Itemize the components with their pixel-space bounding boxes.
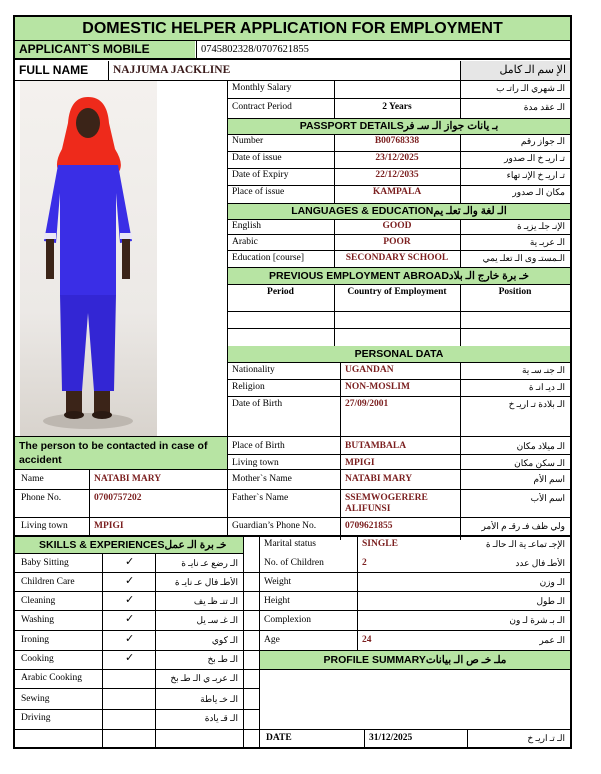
skill-cleaning-check: ✓ (125, 593, 135, 606)
skill-ironing: Ironing (21, 635, 49, 645)
passport-expiry-label: Date of Expiry (232, 170, 289, 180)
contract-value: 2 Years (382, 102, 412, 112)
date-value: 31/12/2025 (369, 733, 413, 743)
complexion-label: Complexion (264, 615, 311, 625)
skill-ironing-check: ✓ (125, 632, 135, 645)
date-label: DATE (266, 733, 292, 743)
weight-label: Weight (264, 577, 292, 587)
mother-ar: اسم الأم (533, 474, 565, 484)
skill-driving-ar: الـ قـ يادة (204, 713, 238, 723)
pob-value: BUTAMBALA (345, 441, 407, 451)
children-ar: الأطـ فال عدد (515, 558, 565, 568)
skill-cleaning: Cleaning (21, 596, 56, 606)
contact-town-value: MPIGI (94, 521, 124, 531)
skill-washing: Washing (21, 615, 55, 625)
col-position: Position (498, 287, 532, 297)
skill-children-care-check: ✓ (125, 574, 135, 587)
arabic-ar: الـ عربـ ية (529, 237, 565, 247)
marital-value: SINGLE (362, 539, 398, 549)
nationality-value: UGANDAN (345, 365, 394, 375)
skill-cooking: Cooking (21, 654, 54, 664)
full-name-arabic: الإ سم الـ كامل (461, 61, 570, 80)
passport-number-ar: الـ جواز رقم (520, 136, 565, 146)
pob-label: Place of Birth (232, 441, 285, 451)
height-label: Height (264, 596, 290, 606)
contract-ar: الـ عقد مدة (523, 102, 565, 112)
age-value: 24 (362, 635, 372, 645)
contact-phone-label: Phone No. (21, 493, 62, 503)
mother-value: NATABI MARY (345, 474, 413, 484)
skill-cleaning-ar: الـ تنـ ظـ يف (193, 596, 238, 606)
guardian-phone-value: 0709621855 (345, 521, 393, 531)
skill-sewing: Sewing (21, 694, 50, 704)
passport-expiry-value: 22/12/2035 (375, 170, 419, 180)
nationality-label: Nationality (232, 365, 275, 375)
skill-baby-sitting-ar: الـ رضع عـ نايـ ة (181, 558, 238, 568)
children-label: No. of Children (264, 558, 324, 568)
education-ar: الـمستـ وى الـ تعلـ يمي (482, 253, 565, 263)
skill-driving: Driving (21, 713, 51, 723)
father-label: Father`s Name (232, 493, 289, 503)
skill-washing-check: ✓ (125, 612, 135, 625)
previous-employment-header: PREVIOUS EMPLOYMENT ABROADخـ برة خارج الـ بلاد (228, 268, 570, 284)
height-ar: الـ طول (536, 596, 565, 606)
col-period: Period (267, 287, 294, 297)
father-ar: اسم الأب (530, 493, 565, 503)
education-value: SECONDARY SCHOOL (345, 253, 449, 263)
contact-name-label: Name (21, 474, 44, 484)
religion-label: Religion (232, 382, 265, 392)
person-figure (20, 81, 157, 436)
skill-ironing-ar: الـ كوي (211, 635, 238, 645)
skill-children-care: Children Care (21, 577, 75, 587)
marital-ar: الإجـ تماعـ ية الـ حالـ ة (485, 539, 565, 549)
contact-name-value: NATABI MARY (94, 474, 162, 484)
father-value: SSEMWOGERERE ALIFUNSI (345, 493, 428, 514)
passport-issue-label: Date of issue (232, 153, 282, 163)
mobile-label: APPLICANT`S MOBILE (15, 41, 195, 58)
skill-cooking-ar: الـ طـ بخ (207, 654, 238, 664)
skills-header: SKILLS & EXPERIENCESخـ برة الـ عمل (15, 537, 243, 553)
passport-place-ar: مكان الـ صدور (512, 187, 565, 197)
mobile-value: 0745802328/0707621855 (201, 44, 309, 55)
pob-ar: الـ ميلاد مكان (516, 441, 565, 451)
passport-issue-value: 23/12/2025 (375, 153, 419, 163)
form-title: DOMESTIC HELPER APPLICATION FOR EMPLOYMENT (15, 17, 570, 40)
skill-children-care-ar: الأطـ فال عـ نايـ ة (174, 577, 238, 587)
passport-place-label: Place of issue (232, 187, 285, 197)
marital-label: Marital status (264, 539, 316, 549)
passport-issue-ar: تـ اريـ خ الـ صدور (504, 153, 565, 163)
passport-header: PASSPORT DETAILSبـ يانات جواز الـ سـ فر (228, 119, 570, 134)
passport-number-label: Number (232, 136, 264, 146)
mother-label: Mother`s Name (232, 474, 292, 484)
languages-header: LANGUAGES & EDUCATIONالـ لغة والـ تعلـ يم (228, 204, 570, 219)
skill-baby-sitting: Baby Sitting (21, 558, 69, 568)
education-label: Education [course] (232, 253, 305, 263)
profile-summary-header: PROFILE SUMMARYملـ خـ ص الـ بيانات (260, 651, 570, 669)
monthly-salary-ar: الـ شهري الـ راتـ ب (496, 83, 565, 93)
passport-expiry-ar: تـ اريـ خ الإنـ تهاء (506, 170, 565, 180)
skill-washing-ar: الـ غـ سـ يل (196, 615, 238, 625)
english-value: GOOD (382, 221, 412, 231)
full-name-label: FULL NAME (19, 63, 89, 77)
monthly-salary-label: Monthly Salary (232, 83, 292, 93)
religion-value: NON-MOSLIM (345, 382, 410, 392)
skill-arabic-cooking-ar: الـ عربـ ي الـ طـ بخ (170, 673, 238, 683)
religion-ar: الـ ديـ انـ ة (528, 382, 565, 392)
skill-cooking-check: ✓ (125, 651, 135, 664)
arabic-label: Arabic (232, 237, 258, 247)
age-ar: الـ عمر (539, 635, 565, 645)
english-label: English (232, 221, 262, 231)
english-ar: الإنـ جلـ يزيـ ة (516, 221, 565, 231)
arabic-value: POOR (383, 237, 411, 247)
guardian-phone-label: Guardian’s Phone No. (232, 521, 317, 531)
application-form (13, 15, 572, 749)
weight-ar: الـ وزن (539, 577, 565, 587)
col-country: Country of Employment (347, 287, 447, 297)
passport-number-value: B00768338 (374, 136, 420, 146)
contact-phone-value: 0700757202 (94, 493, 142, 503)
contact-town-label: Living town (21, 521, 68, 531)
full-name-value: NAJJUMA JACKLINE (113, 64, 231, 76)
skill-sewing-ar: الـ خـ ياطة (200, 694, 238, 704)
skill-arabic-cooking: Arabic Cooking (21, 673, 82, 683)
age-label: Age (264, 635, 280, 645)
guardian-phone-ar: ولي ظف فـ رقـ م الأمر (481, 521, 565, 531)
living-town-ar: الـ سكن مكان (514, 458, 565, 468)
living-town-label: Living town (232, 458, 279, 468)
dob-label: Date of Birth (232, 399, 283, 409)
personal-data-header: PERSONAL DATA (228, 346, 570, 362)
passport-place-value: KAMPALA (372, 187, 422, 197)
skill-baby-sitting-check: ✓ (125, 555, 135, 568)
applicant-photo (20, 81, 157, 436)
children-value: 2 (362, 558, 367, 568)
complexion-ar: الـ بـ شرة لـ ون (509, 615, 565, 625)
dob-ar: الـ بلادة تـ اريـ خ (508, 399, 565, 409)
contract-label: Contract Period (232, 102, 292, 112)
date-ar: الـ تـ اريـ خ (527, 733, 565, 743)
living-town-value: MPIGI (345, 458, 375, 468)
nationality-ar: الـ جنـ سـ ية (521, 365, 565, 375)
contact-header: The person to be contacted in case of accident (15, 437, 227, 469)
dob-value: 27/09/2001 (345, 399, 389, 409)
